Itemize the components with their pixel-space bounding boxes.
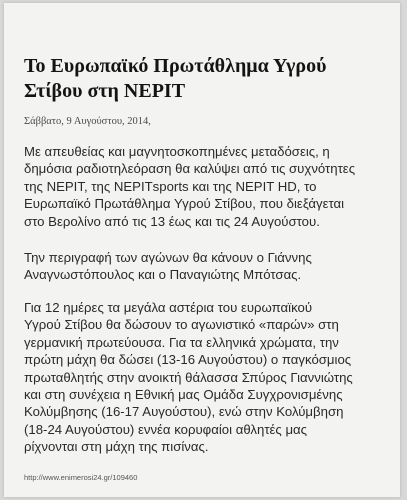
paragraph-line: και στη συνέχεια η Εθνική μας Ομάδα Συγχρονισμένης — [24, 387, 343, 403]
article-title-line: Στίβου στη ΝΕΡΙΤ — [24, 80, 186, 102]
article-paragraph-1 — [24, 143, 392, 230]
paragraph-line: πρωταθλητής στην ανοικτή θάλασσα Σπύρος Γιαννιώτης — [24, 369, 353, 385]
paragraph-line: Για 12 ημέρες τα μεγάλα αστέρια του ευρωπαϊκού — [24, 300, 313, 315]
paragraph-line: Κολύμβησης (16-17 Αυγούστου), ενώ στην Κολύμβηση — [24, 404, 344, 420]
paragraph-line: στο Βερολίνο από τις 13 έως και τις 24 Αυγούστου. — [24, 213, 320, 229]
article-title-line: Το Ευρωπαϊκό Πρωτάθλημα Υγρού — [24, 55, 327, 77]
paragraph-line: πρώτη μάχη θα δώσει (13-16 Αυγούστου) ο παγκόσμιος — [24, 352, 352, 368]
paragraph-line: ρίχνονται στη μάχη της πισίνας. — [24, 439, 209, 455]
paragraph-line: δημόσια ραδιοτηλεόραση θα καλύψει από τις συχνότητες — [24, 161, 356, 177]
article-date: Σάββατο, 9 Αυγούστου, 2014, — [24, 116, 151, 127]
paragraph-line: γερμανική πρωτεύουσα. Για τα ελληνικά χρώματα, την — [24, 334, 339, 350]
paragraph-line: Με απευθείας και μαγνητοσκοπημένες μεταδόσεις, η — [24, 144, 330, 159]
newspaper-clipping — [4, 3, 400, 497]
paragraph-line: Την περιγραφή των αγώνων θα κάνουν ο Γιάννης — [24, 250, 312, 265]
source-url: http://www.enimerosi24.gr/109460 — [24, 473, 138, 482]
paragraph-line: Αναγνωστόπουλος και ο Παναγιώτης Μπότσας. — [24, 267, 302, 283]
article-paragraph-2 — [24, 249, 392, 284]
article-title — [24, 54, 384, 104]
paragraph-line: της ΝΕΡΙΤ, της ΝΕΡΙΤsports και της ΝΕΡΙΤ HD, το — [24, 178, 317, 194]
article-paragraph-3 — [24, 299, 392, 456]
paragraph-line: (18-24 Αυγούστου) εννέα κορυφαίοι αθλητές μας — [24, 421, 308, 437]
paragraph-line: Ευρωπαϊκό Πρωτάθλημα Υγρού Στίβου, που διεξάγεται — [24, 196, 345, 212]
paragraph-line: Υγρού Στίβου θα δώσουν το αγωνιστικό «παρών» στη — [24, 317, 339, 333]
